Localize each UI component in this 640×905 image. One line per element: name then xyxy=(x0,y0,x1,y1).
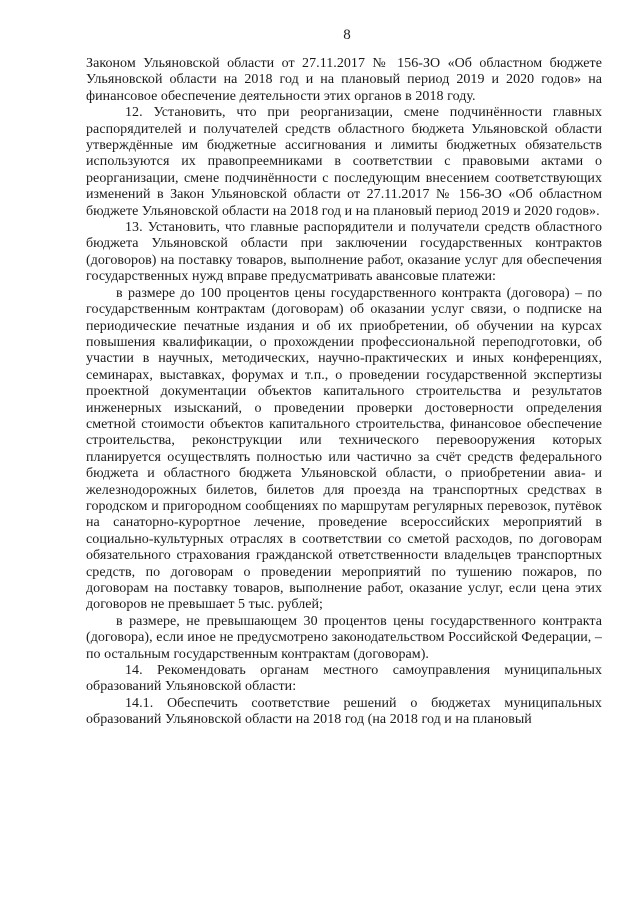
page-number: 8 xyxy=(343,27,351,43)
paragraph-12: 12. Установить, что при реорганизации, смене подчинённости главных распорядителей и получателей средств областного бюджета Ульяновской области утверждённые им бюджетные ассигнования и лимиты бюджетных обязательств используются их правопреемниками в соответствии с правовыми актами о реорганизации, смене подчинённости с последующим внесением соответствующих изменений в Закон Ульяновской области от 27.11.2017 № 156-ЗО «Об областном бюджете Ульяновской области на 2018 год и на плановый период 2019 и 2020 годов». xyxy=(86,105,602,219)
paragraph-13: 13. Установить, что главные распорядители и получатели средств областного бюджета Ульяновской области при заключении государственных контрактов (договоров) на поставку товаров, выполнение работ, оказание услуг для обеспечения государственных нужд вправе предусматривать авансовые платежи: xyxy=(86,220,602,285)
paragraph-14-1: 14.1. Обеспечить соответствие решений о бюджетах муниципальных образований Ульяновской области на 2018 год (на 2018 год и на плановый xyxy=(86,695,602,728)
paragraph-13-item-100-percent: в размере до 100 процентов цены государственного контракта (договора) – по государственным контрактам (договорам) об оказании услуг связи, о подписке на периодические печатные издания и об их приобретении, об обучении на курсах повышения квалификации, о прохождении профессиональной переподготовки, об участии в научных, методических, научно-практических и иных конференциях, семинарах, выставках, форумах и т.п., о проведении государственной экспертизы проектной документации объектов капитального строительства и результатов инженерных изысканий, о проведении проверки достоверности определения сметной стоимости объектов капитального строительства, финансовое обеспечение строительства, реконструкции или технического перевооружения которых планируется осуществлять полностью или частично за счёт средств федерального бюджета и областного бюджета Ульяновской области, о приобретении авиа- и железнодорожных билетов, билетов для проезда на транспортных средствах в городском и пригородном сообщениях по маршрутам регулярных перевозок, путёвок на санаторно-курортное лечение, проведение всероссийских мероприятий в социально-культурных отраслях в соответствии со сметой расходов, по договорам обязательного страхования гражданской ответственности владельцев транспортных средств, по договорам о проведении мероприятий по тушению пожаров, по договорам на поставку товаров, выполнение работ, оказание услуг, если цена этих договоров не превышает 5 тыс. рублей; xyxy=(86,285,602,613)
paragraph-14: 14. Рекомендовать органам местного самоуправления муниципальных образований Ульяновской области: xyxy=(86,663,602,695)
paragraph-continuation: Законом Ульяновской области от 27.11.2017 № 156-ЗО «Об областном бюджете Ульяновской области на 2018 год и на плановый период 2019 и 2020 годов» на финансовое обеспечение деятельности этих органов в 2018 году. xyxy=(86,56,602,104)
paragraph-13-item-30-percent: в размере, не превышающем 30 процентов цены государственного контракта (договора), если иное не предусмотрено законодательством Российской Федерации, – по остальным государственным контрактам (договорам). xyxy=(86,613,602,662)
